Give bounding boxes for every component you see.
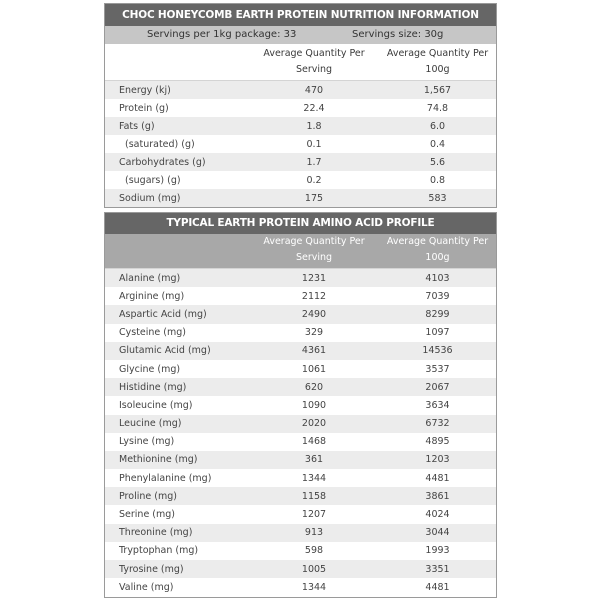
row-per-100g: 4895 — [425, 436, 450, 448]
row-label: Phenylalanine (mg) — [119, 472, 212, 484]
row-per-100g: 8299 — [425, 308, 450, 320]
table-row — [105, 81, 496, 99]
row-per-serving: 0.2 — [306, 174, 322, 186]
row-label: Cysteine (mg) — [119, 327, 186, 339]
row-per-100g: 4481 — [425, 581, 450, 593]
row-per-serving: 1.7 — [306, 156, 322, 168]
table-row — [105, 433, 496, 451]
row-per-serving: 0.1 — [306, 138, 322, 150]
nutrition-rows — [105, 80, 496, 207]
row-per-serving: 329 — [304, 327, 324, 339]
row-per-100g: 1,567 — [423, 84, 452, 96]
row-per-serving: 620 — [304, 381, 324, 393]
servings-per-package: Servings per 1kg package: 33 — [147, 29, 297, 40]
row-label: Valine (mg) — [119, 581, 174, 593]
row-label: Arginine (mg) — [119, 290, 185, 302]
table-row — [105, 487, 496, 505]
table-row — [105, 269, 496, 287]
table-row — [105, 305, 496, 323]
row-per-serving: 913 — [304, 527, 324, 539]
row-label: Threonine (mg) — [119, 527, 193, 539]
row-per-100g: 3351 — [425, 563, 450, 575]
row-label: Proline (mg) — [119, 490, 177, 502]
servings-bar — [105, 26, 496, 44]
row-per-serving: 361 — [304, 454, 324, 466]
row-label: Serine (mg) — [119, 509, 176, 521]
amino-acid-table — [104, 212, 497, 598]
row-per-100g: 4103 — [425, 272, 450, 284]
table-row — [105, 469, 496, 487]
row-label: Energy (kj) — [119, 84, 171, 96]
row-label: (saturated) (g) — [125, 138, 195, 150]
amino-column-headers — [105, 234, 496, 268]
row-per-100g: 1097 — [425, 327, 450, 339]
table-row — [105, 342, 496, 360]
header-per-serving: Average Quantity Per Serving — [263, 48, 365, 75]
row-per-100g: 4481 — [425, 472, 450, 484]
row-per-100g: 1993 — [425, 545, 450, 557]
serving-size: Servings size: 30g — [352, 29, 444, 40]
table-row — [105, 505, 496, 523]
row-per-serving: 1207 — [301, 509, 327, 521]
row-per-serving: 1344 — [301, 472, 327, 484]
table-row — [105, 135, 496, 153]
row-per-serving: 470 — [304, 84, 324, 96]
row-label: Leucine (mg) — [119, 418, 182, 430]
header-per-100g: Average Quantity Per 100g — [386, 48, 489, 75]
row-per-100g: 0.4 — [429, 138, 446, 150]
row-per-serving: 2020 — [301, 418, 327, 430]
row-per-100g: 3861 — [425, 490, 450, 502]
amino-rows — [105, 268, 496, 596]
row-per-serving: 4361 — [301, 345, 327, 357]
table-row — [105, 360, 496, 378]
table-row — [105, 415, 496, 433]
table-row — [105, 189, 496, 207]
header-label — [105, 234, 249, 268]
row-per-serving: 1231 — [301, 272, 327, 284]
table-row — [105, 117, 496, 135]
row-label: (sugars) (g) — [125, 174, 181, 186]
nutrition-table — [104, 3, 497, 208]
row-per-100g: 74.8 — [426, 102, 449, 114]
row-per-serving: 22.4 — [303, 102, 325, 114]
row-per-100g: 3634 — [425, 399, 450, 411]
row-per-100g: 6.0 — [429, 120, 446, 132]
row-label: Carbohydrates (g) — [119, 156, 206, 168]
row-label: Glutamic Acid (mg) — [119, 345, 211, 357]
header-per-100g: Average Quantity Per 100g — [386, 236, 489, 263]
row-label: Sodium (mg) — [119, 192, 181, 204]
row-label: Glycine (mg) — [119, 363, 181, 375]
row-per-serving: 2112 — [301, 290, 327, 302]
table-row — [105, 451, 496, 469]
row-per-100g: 583 — [428, 192, 447, 204]
row-per-100g: 2067 — [425, 381, 450, 393]
row-per-serving: 1.8 — [306, 120, 322, 132]
row-per-serving: 175 — [304, 192, 324, 204]
row-per-serving: 2490 — [301, 308, 327, 320]
row-label: Isoleucine (mg) — [119, 399, 193, 411]
table-row — [105, 524, 496, 542]
table-row — [105, 324, 496, 342]
row-per-100g: 1203 — [425, 454, 450, 466]
header-label — [105, 46, 249, 80]
row-label: Lysine (mg) — [119, 436, 175, 448]
nutrition-title: CHOC HONEYCOMB EARTH PROTEIN NUTRITION INFORMATION — [105, 4, 496, 26]
table-row — [105, 578, 496, 596]
table-row — [105, 378, 496, 396]
table-row — [105, 542, 496, 560]
row-label: Tyrosine (mg) — [119, 563, 184, 575]
row-per-serving: 1158 — [301, 490, 327, 502]
row-per-100g: 3044 — [425, 527, 450, 539]
row-label: Alanine (mg) — [119, 272, 181, 284]
table-row — [105, 153, 496, 171]
row-per-100g: 5.6 — [429, 156, 446, 168]
row-per-100g: 4024 — [425, 509, 450, 521]
table-row — [105, 396, 496, 414]
table-row — [105, 560, 496, 578]
row-label: Methionine (mg) — [119, 454, 198, 466]
row-per-100g: 3537 — [425, 363, 450, 375]
row-label: Tryptophan (mg) — [119, 545, 199, 557]
row-label: Histidine (mg) — [119, 381, 187, 393]
row-per-serving: 598 — [304, 545, 324, 557]
row-per-100g: 0.8 — [429, 174, 446, 186]
row-per-100g: 7039 — [425, 290, 450, 302]
row-per-100g: 14536 — [422, 345, 453, 357]
amino-title: TYPICAL EARTH PROTEIN AMINO ACID PROFILE — [105, 213, 496, 234]
row-label: Fats (g) — [119, 120, 155, 132]
row-per-serving: 1344 — [301, 581, 327, 593]
nutrition-column-headers — [105, 44, 496, 80]
row-label: Protein (g) — [119, 102, 169, 114]
row-per-serving: 1468 — [301, 436, 327, 448]
row-per-100g: 6732 — [425, 418, 450, 430]
row-per-serving: 1061 — [301, 363, 327, 375]
table-row — [105, 99, 496, 117]
row-per-serving: 1090 — [301, 399, 327, 411]
header-per-serving: Average Quantity Per Serving — [263, 236, 365, 263]
row-per-serving: 1005 — [301, 563, 327, 575]
table-row — [105, 287, 496, 305]
table-row — [105, 171, 496, 189]
row-label: Aspartic Acid (mg) — [119, 308, 207, 320]
